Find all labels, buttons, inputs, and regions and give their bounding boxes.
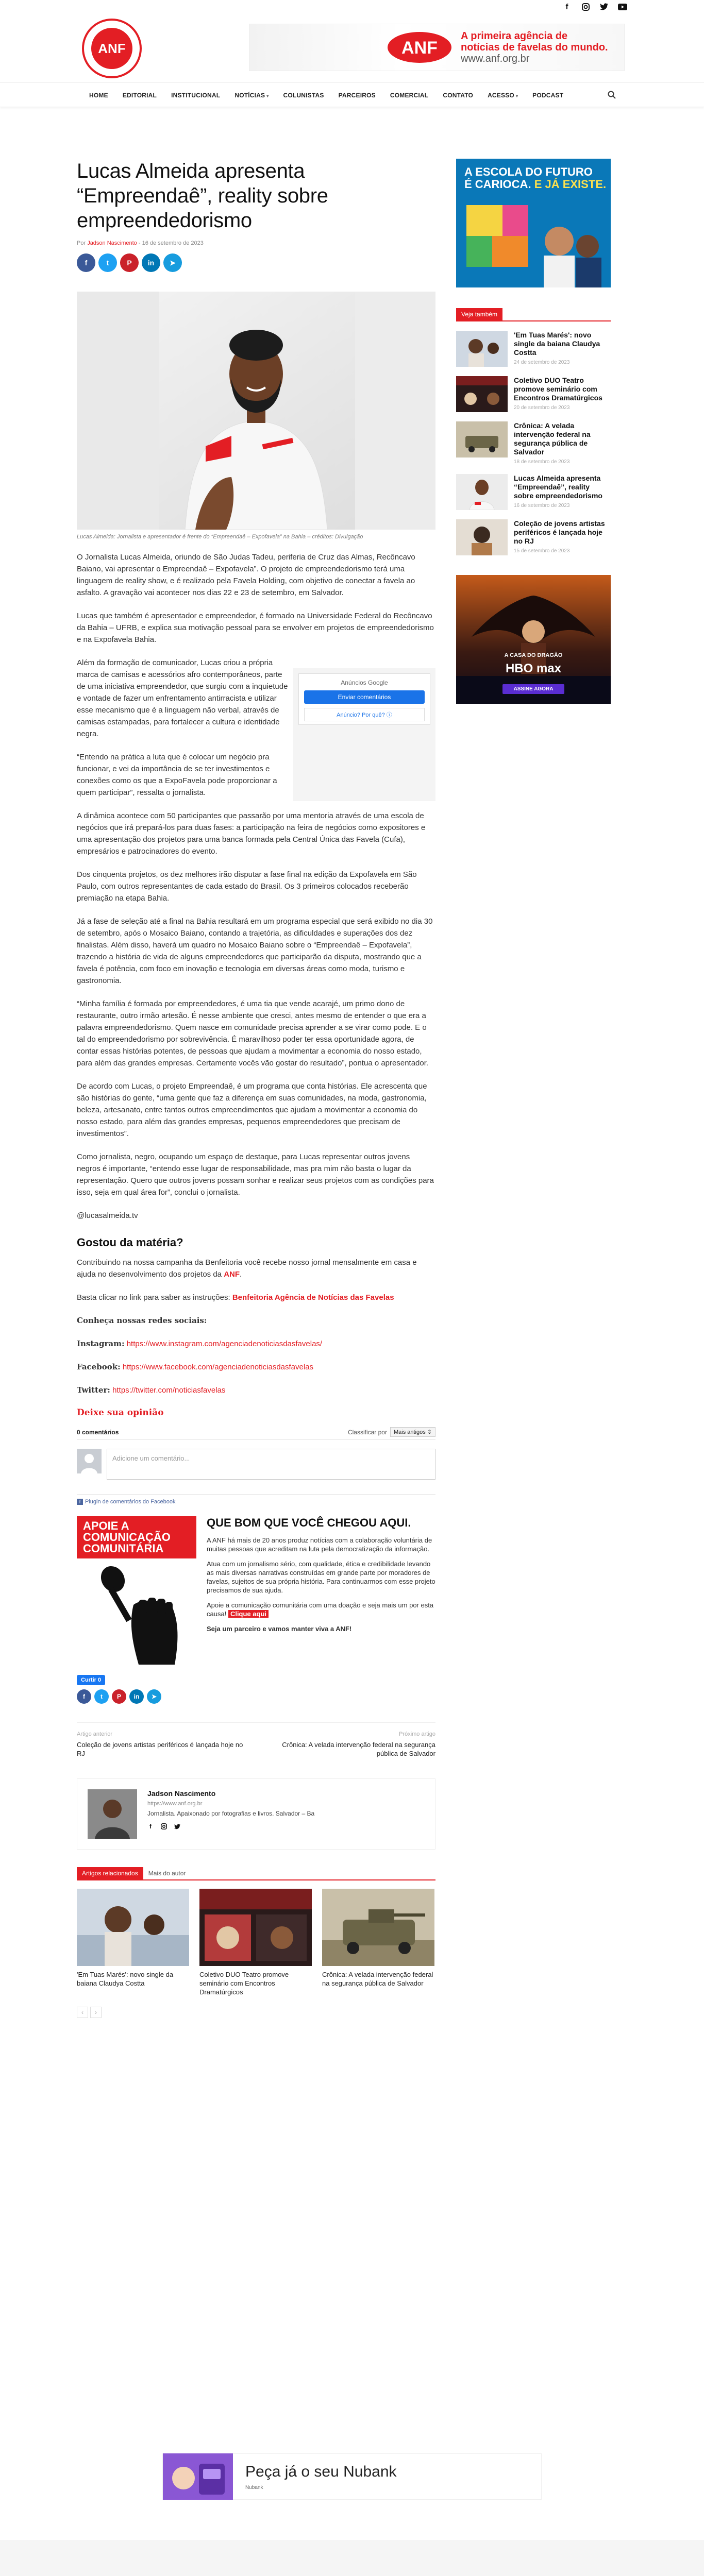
related-title[interactable]: Crônica: A velada intervenção federal na segurança pública de Salvador <box>322 1971 433 1987</box>
comments-bar <box>77 1425 435 1439</box>
veja-tambem-label: Veja também <box>456 308 502 320</box>
comment-composer <box>77 1449 435 1480</box>
why-this-ad-button[interactable]: Anúncio? Por quê? ⓘ <box>304 708 425 721</box>
paragraph-with-ad <box>77 657 435 799</box>
support-paragraph: Apoie a comunicação comunitária com uma doação e seja mais um por esta causa! Clique aqui <box>207 1601 434 1618</box>
sidebar-ad-hbo[interactable] <box>456 575 611 704</box>
sidebar-article[interactable] <box>456 331 611 367</box>
send-feedback-button[interactable]: Enviar comentários <box>304 690 425 704</box>
linkedin-icon: in <box>147 259 155 267</box>
sidebar-thumbnail[interactable] <box>456 376 508 412</box>
anf-link[interactable]: ANF <box>224 1270 240 1279</box>
nav-item-3[interactable]: NOTÍCIAS ▾ <box>234 92 269 99</box>
facebook-icon: f <box>83 1693 85 1700</box>
article-title: Lucas Almeida apresenta “Empreendaê”, reality sobre empreendedorismo <box>77 160 328 232</box>
sidebar-article-title[interactable]: 'Em Tuas Marés': novo single da baiana Claudya Costta <box>514 331 600 357</box>
telegram-icon: ➤ <box>170 258 176 267</box>
author-social <box>147 1823 314 1829</box>
comments-count: 0 comentários <box>77 1428 119 1436</box>
article-paragraph: Lucas que também é apresentador e empreendedor, é formado na Universidade Federal do Recôncavo da Bahia – UFRB, e explica sua motivação pessoal para se envolver em projetos de empreendedorismo e na Expofavela Bahia. <box>77 612 434 644</box>
sort-label: Classificar por <box>347 1428 387 1436</box>
sidebar-article-date: 24 de setembro de 2023 <box>514 360 570 365</box>
pager-prev-button[interactable]: ‹ <box>77 2007 88 2018</box>
sidebar-thumbnail[interactable] <box>456 331 508 367</box>
banner-line-2: notícias de favelas do mundo. <box>461 42 608 53</box>
facebook-share-button[interactable] <box>77 1689 91 1704</box>
sidebar-article-date: 16 de setembro de 2023 <box>514 503 570 509</box>
article-paragraph: Já a fase de seleção até a final na Bahia resultará em um programa especial que será exibido no dia 30 de setembro, após o Mosaico Baiano, contando a trajetória, as dificuldades e superações dos dez finalistas. Além disso, haverá um quadro no Mosaico Baiano sobre o “Empreendaê – Expofavela”, trazendo a história de vida de alguns empreendedores que participarão da disputa, mostrando que a favela é potência, com foco em inovação e tecnologia em diversas áreas como moda, turismo e gastronomia. <box>77 917 433 985</box>
telegram-share-button[interactable] <box>147 1689 161 1704</box>
twitter-share-button[interactable] <box>98 253 117 272</box>
article-date: - 16 de setembro de 2023 <box>138 240 204 246</box>
microphone-fist-icon <box>77 1558 196 1665</box>
hbo-ad-headline: A CASA DO DRAGÃO <box>504 652 563 658</box>
search-icon[interactable] <box>608 91 617 100</box>
facebook-link[interactable]: https://www.facebook.com/agenciadenoticiasdasfavelas <box>122 1363 314 1371</box>
nav-item-4[interactable]: COLUNISTAS <box>283 92 324 99</box>
author-link[interactable]: Jadson Nascimento <box>87 240 137 246</box>
sidebar-ad-title: A ESCOLA DO FUTURO É CARIOCA. E JÁ EXISTE. <box>464 165 607 191</box>
telegram-icon: ➤ <box>151 1693 157 1700</box>
gostou-paragraph: Contribuindo na nossa campanha da Benfeitoria você recebe nosso jornal mensalmente em casa e ajuda no desenvolvimento dos projetos da ANF. <box>77 1258 417 1279</box>
facebook-row: Facebook: https://www.facebook.com/agenciadenoticiasdasfavelas <box>77 1362 314 1371</box>
support-paragraph: Atua com um jornalismo sério, com qualidade, ética e credibilidade levando as mais diversas narrativas construídas em grande parte por moradores de favelas, sujeitos de sua própria história. Para continuarmos com esse projeto precisamos de sua ajuda. <box>207 1560 435 1594</box>
sidebar-thumbnail[interactable] <box>456 474 508 510</box>
related-article[interactable] <box>77 1889 189 1996</box>
logo-text: ANF <box>98 41 126 56</box>
banner-url: www.anf.org.br <box>461 53 530 64</box>
veja-tambem-header <box>456 308 611 321</box>
sidebar-article[interactable] <box>456 421 611 465</box>
next-article-title[interactable]: Crônica: A velada intervenção federal na segurança pública de Salvador <box>282 1741 435 1757</box>
nav-item-2[interactable]: INSTITUCIONAL <box>171 92 221 99</box>
linkedin-share-button[interactable] <box>142 253 160 272</box>
veja-tambem-list <box>456 331 611 555</box>
sidebar-thumbnail[interactable] <box>456 421 508 457</box>
nubank-banner-ad[interactable] <box>162 2453 542 2500</box>
sidebar-article-title[interactable]: Crônica: A velada intervenção federal na segurança pública de Salvador <box>514 421 591 456</box>
tab-more-from-author[interactable]: Mais do autor <box>148 1870 186 1877</box>
pinterest-icon: P <box>116 1693 121 1700</box>
sidebar-article[interactable] <box>456 474 611 510</box>
article-paragraph: “Entendo na prática a luta que é colocar um negócio pra funcionar, e vei da importância de se ter investimentos e conexões como os que a ExpoFavela pode proporcionar a quem participar”, ressalta o jornalista. <box>77 753 277 797</box>
next-article[interactable]: Próximo artigo Crônica: A velada intervenção federal na segurança pública de Salvador <box>265 1731 435 1758</box>
nubank-banner-title: Peça já o seu Nubank <box>245 2463 397 2480</box>
chevron-down-icon: ▾ <box>266 94 269 98</box>
sort-select[interactable]: Mais antigos ⇕ <box>390 1427 435 1437</box>
sidebar-article-date: 20 de setembro de 2023 <box>514 405 570 411</box>
facebook-comments-plugin[interactable]: f Plugin de comentários do Facebook <box>77 1494 435 1505</box>
facebook-icon[interactable]: f <box>149 1823 152 1830</box>
banner-anf-logo <box>383 29 456 65</box>
byline-prefix: Por <box>77 240 86 246</box>
twitter-share-button[interactable] <box>94 1689 109 1704</box>
article <box>77 159 435 2018</box>
article-paragraph: O Jornalista Lucas Almeida, oriundo de São Judas Tadeu, periferia de Cruz das Almas, Recôncavo Baiano, vai apresentar o Empreendaê – Expofavela”. O projeto de empreendedorismo terá uma linguagem de reality show, e é realizado pela Favela Holding, com objetivo de conectar a favela ao asfalto. A gravação vai acontecer nos dias 22 e 23 de setembro, em Salvador. <box>77 553 415 597</box>
share-buttons-bottom <box>77 1689 435 1704</box>
twitter-icon[interactable] <box>174 1823 180 1829</box>
inline-google-ad <box>293 668 435 801</box>
related-articles <box>77 1889 435 1996</box>
article-paragraph: A dinâmica acontece com 50 participantes que passarão por uma mentoria através de uma escola de negócios que irá prepará-los para duas fases: a participação na feira de negócios como expositores e uma apresentação dos projetos para uma banca formada pela Central Única das Favela (Cufa), empresários e patrocinadores do evento. <box>77 811 426 856</box>
article-paragraph: “Minha família é formada por empreendedores, é uma tia que vende acarajé, um primo dono de restaurante, outro irmão artesão. É nesse ambiente que cresci, antes mesmo de entender o que era a palavra empreendedorismo. Quem nasce em comunidade precisa aprender a se virar como pode. E o tal do empreendedorismo por sobrevivência. É maravilhoso poder ter essa oportunidade agora, de contar essas histórias potentes, de pessoas que ajudam a movimentar a economia do nosso estado, para além das grandes empresas. Certamente vocês vão gostar do resultado”, pontua o apresentador. <box>77 999 429 1067</box>
sidebar-thumbnail[interactable] <box>456 519 508 555</box>
google-ads-label: Anúncios Google <box>341 679 388 686</box>
comment-input[interactable]: Adicione um comentário... <box>107 1449 435 1480</box>
twitter-link[interactable]: https://twitter.com/noticiasfavelas <box>112 1386 226 1395</box>
facebook-like-button[interactable]: Curtir 0 <box>77 1675 105 1685</box>
chevron-down-icon: ▾ <box>515 94 518 98</box>
facebook-icon[interactable]: f <box>565 2 568 11</box>
previous-article[interactable]: Artigo anterior Coleção de jovens artistas periféricos é lançada hoje no RJ <box>77 1731 247 1758</box>
support-section <box>77 1516 435 1660</box>
support-title: QUE BOM QUE VOCÊ CHEGOU AQUI. <box>207 1516 411 1529</box>
benfeitoria-link[interactable]: Benfeitoria Agência de Notícias das Favelas <box>232 1293 394 1302</box>
article-paragraph: Além da formação de comunicador, Lucas criou a própria marca de camisas e acessórios afro contemporâneos, parte de uma iniciativa empreendedor, que surgiu com a inquietude e vontade de fazer um enfrentamento antirracista e utilizar esse mecanismo que é a linguagem não verbal, através de camisas estampadas, para fortalecer a cultura e identidade negra. <box>77 658 288 738</box>
facebook-share-button[interactable] <box>77 253 95 272</box>
instagram-link[interactable]: https://www.instagram.com/agenciadenoticiasdasfavelas/ <box>126 1340 323 1348</box>
footer <box>0 2540 704 2576</box>
sidebar-article-date: 18 de setembro de 2023 <box>514 459 570 465</box>
header-social-links <box>562 2 627 11</box>
author-name[interactable]: Jadson Nascimento <box>147 1789 216 1798</box>
facebook-icon: f <box>77 1499 83 1505</box>
related-thumbnail[interactable] <box>199 1889 312 1966</box>
svg-text:ANF: ANF <box>401 38 438 58</box>
sidebar-article-title[interactable]: Coletivo DUO Teatro promove seminário com Encontros Dramatúrgicos <box>514 376 602 402</box>
related-tabs <box>77 1867 435 1880</box>
post-navigation <box>77 1722 435 1758</box>
instructions-paragraph: Basta clicar no link para saber as instruções: Benfeitoria Agência de Notícias das Favelas <box>77 1293 394 1302</box>
nav-item-0[interactable]: HOME <box>89 92 108 99</box>
sidebar-ad-illustration <box>456 159 611 287</box>
nav-item-6[interactable]: COMERCIAL <box>390 92 429 99</box>
related-article[interactable] <box>322 1889 434 1996</box>
related-title[interactable]: Coletivo DUO Teatro promove seminário com Encontros Dramatúrgicos <box>199 1971 289 1996</box>
twitter-icon: t <box>100 1693 103 1700</box>
top-bar <box>0 0 704 15</box>
pinterest-share-button[interactable] <box>120 253 139 272</box>
like-row <box>77 1675 435 1685</box>
linkedin-icon: in <box>133 1693 140 1700</box>
share-buttons <box>77 253 435 272</box>
support-badge: APOIE A COMUNICAÇÃO COMUNITÁRIA <box>77 1516 196 1558</box>
support-graphic[interactable] <box>77 1516 196 1660</box>
author-avatar[interactable] <box>88 1789 137 1839</box>
article-paragraph: De acordo com Lucas, o projeto Empreendaê, é um programa que conta histórias. Ele acrescenta que são histórias do gente, “uma gente que faz a diferença em suas comunidades, na moda, gastronomia, beleza, artesanato, entre tantos outros empreendimentos que ajudam a movimentar a economia do nosso estado, para além das grandes empresas, pequenos empreendedores que precisam de investimentos”. <box>77 1082 427 1138</box>
nav-item-9[interactable]: PODCAST <box>532 92 564 99</box>
donate-link[interactable]: Clique aqui <box>228 1610 269 1618</box>
twitter-row: Twitter: https://twitter.com/noticiasfavelas <box>77 1385 226 1395</box>
instagram-icon[interactable] <box>581 2 590 11</box>
related-pager <box>77 2007 435 2018</box>
nav-item-7[interactable]: CONTATO <box>443 92 474 99</box>
twitter-icon[interactable] <box>599 2 609 11</box>
related-thumbnail[interactable] <box>77 1889 189 1966</box>
sidebar-article[interactable] <box>456 519 611 555</box>
pinterest-icon: P <box>127 259 132 267</box>
main-navigation <box>0 82 704 107</box>
sidebar-article-title[interactable]: Lucas Almeida apresenta “Empreendaê”, reality sobre empreendedorismo <box>514 474 602 500</box>
banner-line-1: A primeira agência de <box>461 30 568 42</box>
sidebar-article[interactable] <box>456 376 611 412</box>
tab-related-articles[interactable]: Artigos relacionados <box>77 1867 143 1879</box>
telegram-share-button[interactable] <box>163 253 182 272</box>
nubank-banner-brand: Nubank <box>245 2484 263 2490</box>
article-paragraph: Como jornalista, negro, ocupando um espaço de destaque, para Lucas representar outros jovens negros é importante, “entendo esse lugar de responsabilidade, mas pra mim não basta o lugar da representação. Quero que outros jovens possam sonhar e realizar seus projetos com as condições para isso, seja em qual área for”, conclui o jornalista. <box>77 1153 434 1197</box>
social-heading: Conheça nossas redes sociais: <box>77 1316 207 1325</box>
sidebar-article-date: 15 de setembro de 2023 <box>514 548 570 554</box>
related-thumbnail[interactable] <box>322 1889 434 1966</box>
pager-next-button[interactable]: › <box>90 2007 102 2018</box>
author-url[interactable]: https://www.anf.org.br <box>147 1801 203 1807</box>
linkedin-share-button[interactable] <box>129 1689 144 1704</box>
featured-image <box>77 292 435 530</box>
avatar <box>77 1449 102 1473</box>
sidebar <box>456 159 611 704</box>
nav-item-5[interactable]: PARCEIROS <box>338 92 376 99</box>
instagram-handle: @lucasalmeida.tv <box>77 1211 138 1220</box>
site-logo[interactable] <box>81 18 143 79</box>
image-caption: Lucas Almeida: Jornalista e apresentador é frente do “Empreendaê – Expofavela” na Bahia – créditos: Divulgação <box>77 534 363 540</box>
support-paragraph: Seja um parceiro e vamos manter viva a ANF! <box>207 1625 352 1633</box>
header-banner-ad[interactable] <box>249 24 625 71</box>
instagram-row: Instagram: https://www.instagram.com/agenciadenoticiasdasfavelas/ <box>77 1339 323 1348</box>
nav-item-1[interactable]: EDITORIAL <box>122 92 157 99</box>
brand-row <box>77 15 627 82</box>
support-paragraph: A ANF há mais de 20 anos produz notícias com a colaboração voluntária de muitas pessoas que acreditam na luta pela democratização da informação. <box>207 1536 432 1553</box>
nav-item-8[interactable]: ACESSO ▾ <box>488 92 518 99</box>
author-box <box>77 1778 435 1850</box>
author-bio: Jornalista. Apaixonado por fotografias e livros. Salvador – Ba <box>147 1810 315 1817</box>
leave-comment-heading: Deixe sua opinião <box>77 1408 164 1418</box>
hbo-ad-brand: HBO max <box>505 662 562 675</box>
sidebar-article-title[interactable]: Coleção de jovens artistas periféricos é lançada hoje no RJ <box>514 519 605 545</box>
instagram-icon[interactable] <box>161 1823 167 1829</box>
previous-article-title[interactable]: Coleção de jovens artistas periféricos é lançada hoje no RJ <box>77 1741 243 1757</box>
sidebar-ad-escola[interactable] <box>456 159 611 287</box>
nubank-banner-image <box>163 2453 233 2500</box>
gostou-heading: Gostou da matéria? <box>77 1236 183 1249</box>
article-paragraph: Dos cinquenta projetos, os dez melhores irão disputar a fase final na edição da Expofavela em São Paulo, com outros representantes de cada estado do Brasil. Os 3 primeiros colocados receberão premiação na etapa Bahia. <box>77 870 417 903</box>
related-title[interactable]: 'Em Tuas Marés': novo single da baiana Claudya Costta <box>77 1971 174 1987</box>
twitter-icon: t <box>106 259 109 267</box>
article-byline <box>77 240 435 246</box>
hbo-ad-cta[interactable]: ASSINE AGORA <box>502 684 564 694</box>
related-article[interactable] <box>199 1889 312 1996</box>
pinterest-share-button[interactable] <box>112 1689 126 1704</box>
facebook-icon: f <box>85 259 88 267</box>
youtube-icon[interactable] <box>618 2 627 11</box>
